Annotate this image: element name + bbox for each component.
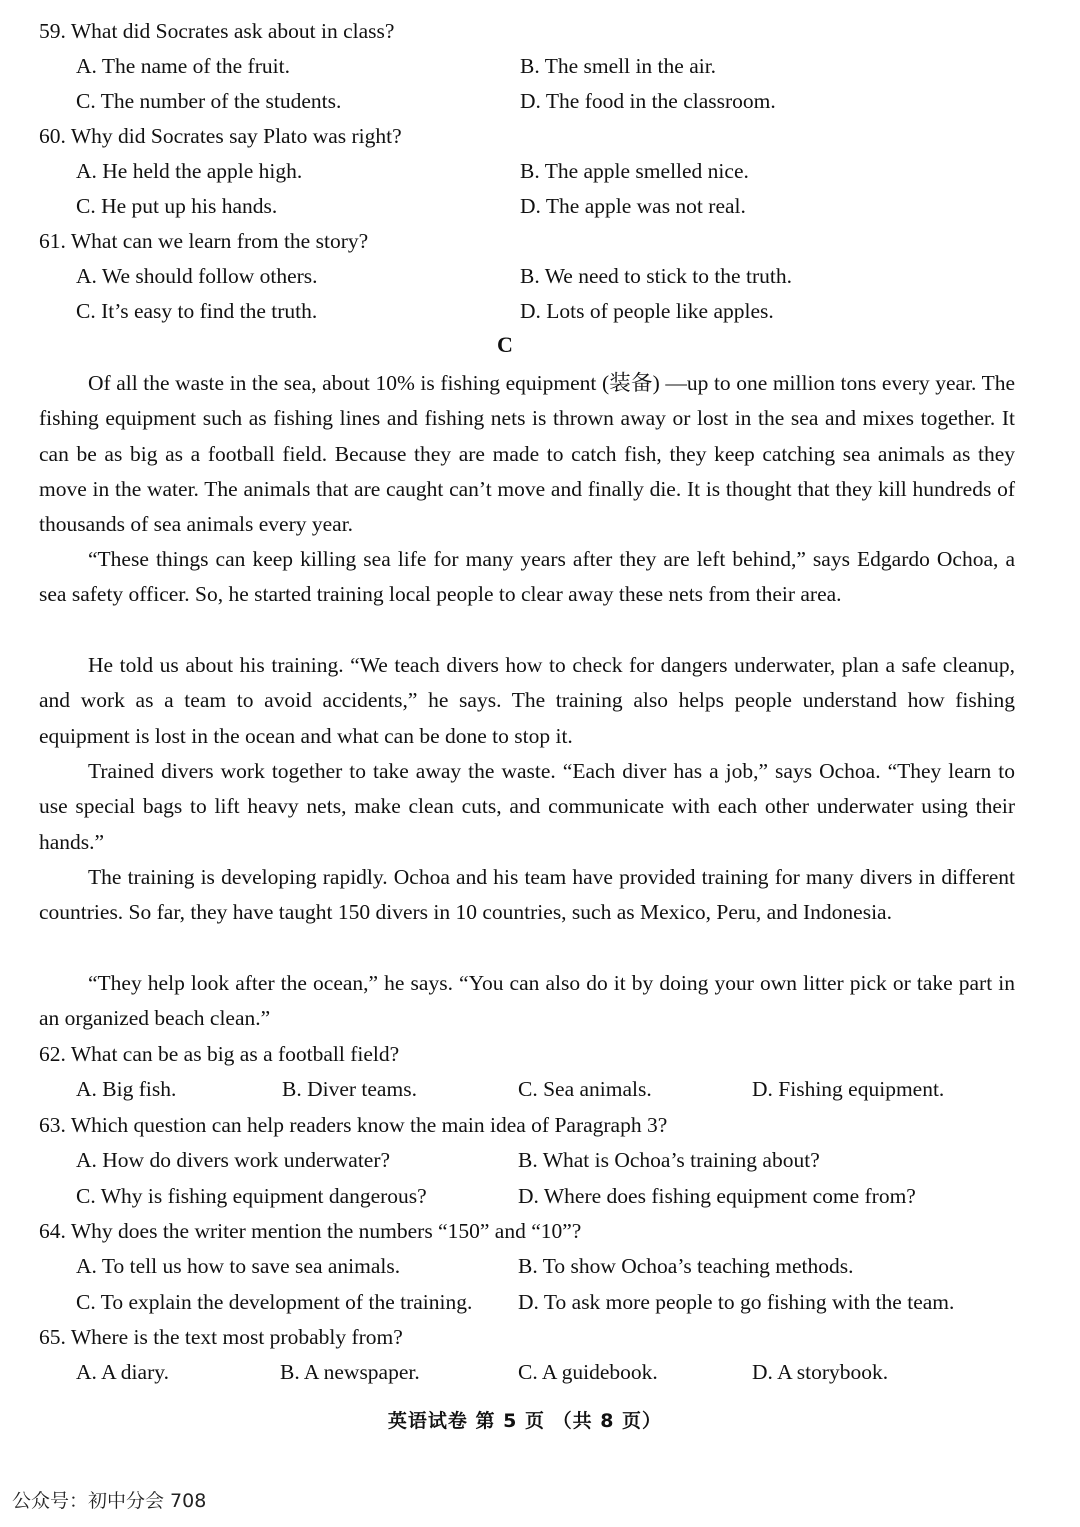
passage-paragraph-6: “They help look after the ocean,” he says. “You can also do it by doing your own litter pick or take part in an organized beach clean.” [39, 971, 1015, 1031]
passage-paragraph-5: The training is developing rapidly. Ochoa and his team have provided training for many divers in different countries. So far, they have taught 150 divers in 10 countries, such as Mexico, Peru, and Indonesia. [39, 865, 1015, 925]
question-62: 62. What can be as big as a football field? [39, 1042, 400, 1066]
option-60-d: D. The apple was not real. [520, 194, 746, 218]
option-62-a: A. Big fish. [76, 1077, 177, 1101]
option-61-d: D. Lots of people like apples. [520, 299, 774, 323]
option-62-c: C. Sea animals. [518, 1077, 652, 1101]
option-64-a: A. To tell us how to save sea animals. [76, 1254, 401, 1278]
option-60-b: B. The apple smelled nice. [520, 159, 749, 183]
option-59-d: D. The food in the classroom. [520, 89, 776, 113]
question-60: 60. Why did Socrates say Plato was right? [39, 124, 402, 148]
passage-paragraph-3: He told us about his training. “We teach divers how to check for dangers underwater, plan a safe cleanup, and work as a team to avoid accidents,” he says. The training also helps people understand how fishing equipment is lost in the ocean and what can be done to stop it. [39, 653, 1015, 748]
passage-paragraph-1: Of all the waste in the sea, about 10% is fishing equipment (装备) —up to one million tons every year. The fishing equipment such as fishing lines and fishing nets is thrown away or lost in the sea and mixes together. It can be as big as a football field. Because they are made to catch fish, they keep catching sea animals as they move in the water. The animals that are caught can’t move and finally die. It is thought that they kill hundreds of thousands of sea animals every year. [39, 371, 1015, 537]
option-65-c: C. A guidebook. [518, 1360, 658, 1384]
option-63-d: D. Where does fishing equipment come from? [518, 1184, 916, 1208]
option-61-c: C. It’s easy to find the truth. [76, 299, 318, 323]
option-62-b: B. Diver teams. [282, 1077, 417, 1101]
option-64-c: C. To explain the development of the training. [76, 1290, 473, 1314]
option-65-a: A. A diary. [76, 1360, 169, 1384]
option-61-a: A. We should follow others. [76, 264, 318, 288]
option-59-c: C. The number of the students. [76, 89, 342, 113]
option-65-b: B. A newspaper. [280, 1360, 420, 1384]
passage-paragraph-2: “These things can keep killing sea life for many years after they are left behind,” says Edgardo Ochoa, a sea safety officer. So, he started training local people to clear away these nets from their area. [39, 547, 1015, 607]
option-64-d: D. To ask more people to go fishing with the team. [518, 1290, 955, 1314]
option-59-a: A. The name of the fruit. [76, 54, 290, 78]
passage-paragraph-4: Trained divers work together to take away the waste. “Each diver has a job,” says Ochoa. “They learn to use special bags to lift heavy nets, make clean cuts, and communicate with each other underwater using their hands.” [39, 759, 1015, 854]
option-65-d: D. A storybook. [752, 1360, 889, 1384]
question-63: 63. Which question can help readers know the main idea of Paragraph 3? [39, 1113, 668, 1137]
question-61: 61. What can we learn from the story? [39, 229, 369, 253]
option-60-c: C. He put up his hands. [76, 194, 278, 218]
page-footer: 英语试卷 第 5 页 （共 8 页） [387, 1410, 663, 1432]
option-62-d: D. Fishing equipment. [752, 1077, 945, 1101]
option-63-b: B. What is Ochoa’s training about? [518, 1148, 820, 1172]
option-61-b: B. We need to stick to the truth. [520, 264, 792, 288]
option-59-b: B. The smell in the air. [520, 54, 717, 78]
section-title-c: C [497, 332, 513, 357]
question-65: 65. Where is the text most probably from? [39, 1325, 403, 1349]
option-63-c: C. Why is fishing equipment dangerous? [76, 1184, 427, 1208]
option-63-a: A. How do divers work underwater? [76, 1148, 391, 1172]
question-64: 64. Why does the writer mention the numbers “150” and “10”? [39, 1219, 582, 1243]
option-60-a: A. He held the apple high. [76, 159, 303, 183]
question-59: 59. What did Socrates ask about in class? [39, 19, 395, 43]
option-64-b: B. To show Ochoa’s teaching methods. [518, 1254, 854, 1278]
watermark-text: 公众号：初中分会 708 [12, 1490, 207, 1512]
